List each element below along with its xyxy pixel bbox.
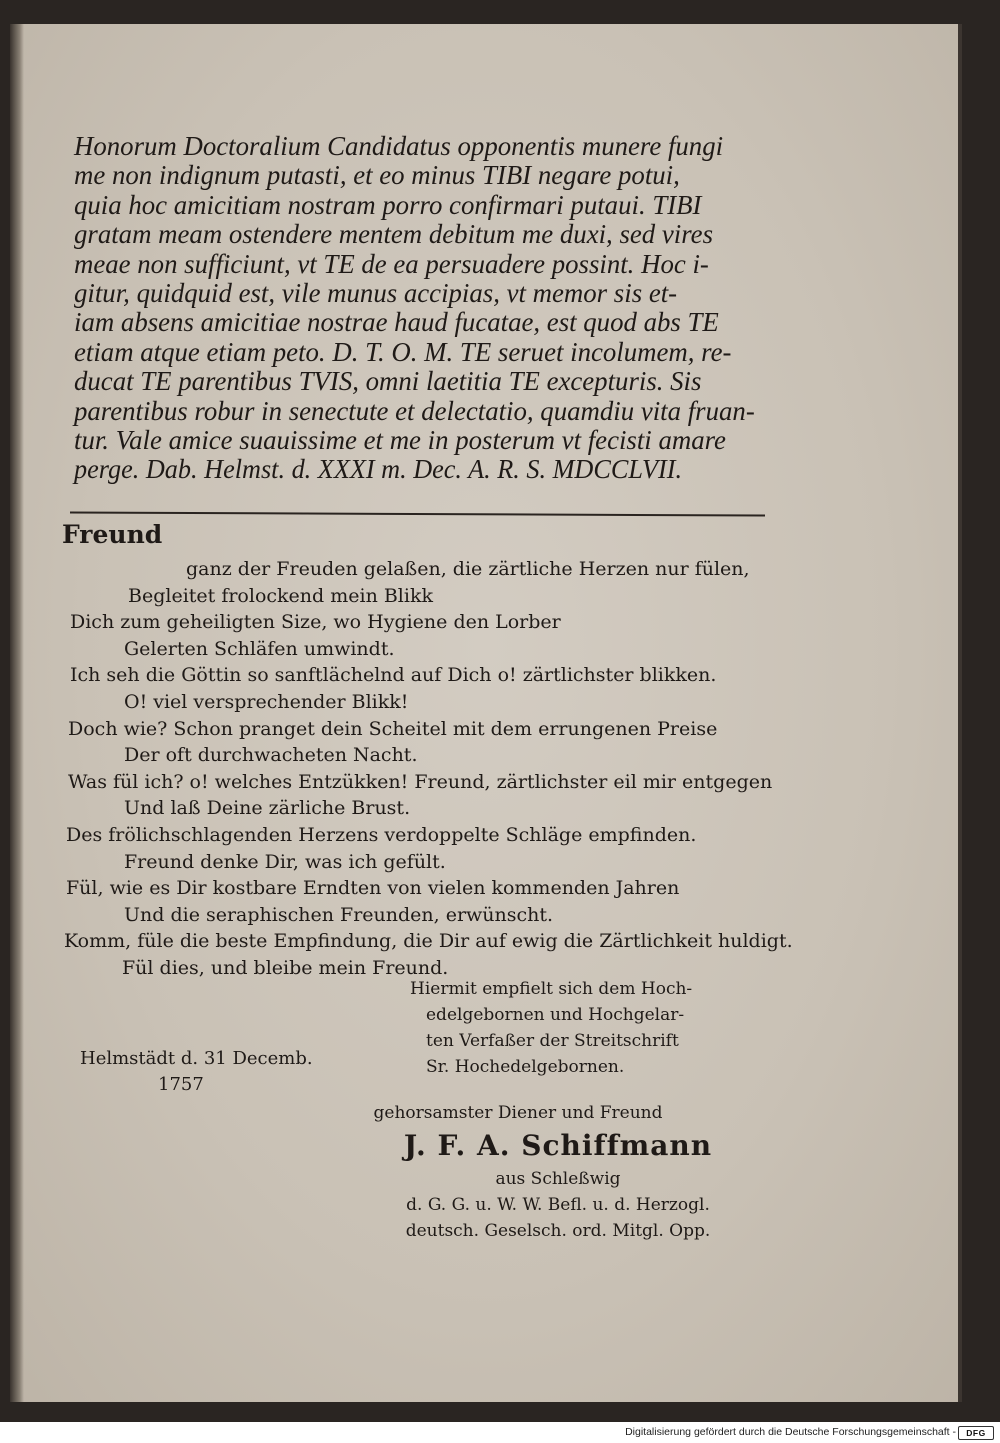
- poem-line: Des frölichschlagenden Herzens verdoppelte Schläge empfinden.: [66, 823, 697, 846]
- closing-formula: [410, 976, 740, 1080]
- poem-line: Doch wie? Schon pranget dein Scheitel mit dem errungenen Preise: [68, 717, 718, 740]
- servant-line: gehorsamster Diener und Freund: [373, 1103, 663, 1123]
- poem-line: O! viel versprechender Blikk!: [124, 690, 409, 713]
- poem-line: Ich seh die Göttin so sanftlächelnd auf Dich o! zärtlichster blikken.: [70, 664, 717, 687]
- latin-line: meae non sufficiunt, vt TE de ea persuadere possint. Hoc i-: [74, 248, 709, 279]
- signature-block: [368, 1100, 748, 1244]
- poem-line: Was fül ich? o! welches Entzükken! Freund, zärtlichster eil mir entgegen: [68, 770, 773, 793]
- author-title-line: d. G. G. u. W. W. Befl. u. d. Herzogl.: [406, 1195, 710, 1215]
- latin-line: parentibus robur in senectute et delectatio, quamdiu vita fruan-: [74, 395, 755, 426]
- page-gutter-shadow: [10, 24, 24, 1402]
- year: 1757: [158, 1074, 204, 1095]
- latin-line: etiam atque etiam peto. D. T. O. M. TE seruet incolumem, re-: [74, 336, 732, 367]
- author-title-line: deutsch. Geselsch. ord. Mitgl. Opp.: [405, 1221, 711, 1241]
- poem-line: Fül dies, und bleibe mein Freund.: [122, 956, 449, 979]
- poem-line: Begleitet frolockend mein Blikk: [128, 584, 433, 607]
- footer-bar: [0, 1422, 1000, 1443]
- latin-line: me non indignum putasti, et eo minus TIBI negare potui,: [74, 160, 680, 191]
- poem-line: Komm, füle die beste Empfindung, die Dir auf ewig die Zärtlichkeit huldigt.: [64, 930, 793, 953]
- poem: [60, 556, 793, 982]
- latin-line: tur. Vale amice suauissime et me in posterum vt fecisti amare: [74, 425, 726, 456]
- poem-line: Dich zum geheiligten Size, wo Hygiene den Lorber: [70, 611, 561, 634]
- poem-line: Und die seraphischen Freunden, erwünscht.: [124, 903, 554, 926]
- page-edge: [958, 24, 962, 1402]
- place-and-date: [80, 1046, 313, 1098]
- funding-notice: Digitalisierung gefördert durch die Deutsche Forschungsgemeinschaft -: [625, 1426, 956, 1438]
- closing-line: ten Verfaßer der Streitschrift: [426, 1031, 679, 1051]
- latin-dedication: [74, 132, 774, 485]
- horizontal-rule: [70, 511, 765, 516]
- poem-line: Fül, wie es Dir kostbare Erndten von vielen kommenden Jahren: [66, 877, 680, 900]
- closing-line: Sr. Hochedelgebornen.: [426, 1057, 625, 1077]
- poem-line: Und laß Deine zärliche Brust.: [124, 797, 411, 820]
- poem-line: Freund denke Dir, was ich gefült.: [124, 850, 446, 873]
- latin-line: gratam meam ostendere mentem debitum me duxi, sed vires: [74, 219, 714, 250]
- book-page: [10, 24, 962, 1402]
- poem-line: Gelerten Schläfen umwindt.: [124, 637, 395, 660]
- latin-line: iam absens amicitiae nostrae haud fucatae, est quod abs TE: [74, 307, 719, 338]
- latin-line: Honorum Doctoralium Candidatus opponentis munere fungi: [74, 131, 724, 161]
- latin-line: gitur, quidquid est, vile munus accipias, vt memor sis et-: [74, 278, 678, 309]
- poem-title: Freund: [62, 520, 163, 549]
- author-origin: aus Schleßwig: [495, 1169, 621, 1189]
- latin-line: perge. Dab. Helmst. d. XXXI m. Dec. A. R. S. MDCCLVII.: [74, 454, 683, 485]
- closing-line: Hiermit empfielt sich dem Hoch-: [410, 979, 693, 999]
- dfg-logo-icon: DFG: [958, 1426, 994, 1440]
- latin-line: ducat TE parentibus TVIS, omni laetitia TE excepturis. Sis: [74, 366, 702, 397]
- closing-line: edelgebornen und Hochgelar-: [426, 1005, 685, 1025]
- poem-line: ganz der Freuden gelaßen, die zärtliche Herzen nur fülen,: [186, 558, 750, 580]
- place-date-line: Helmstädt d. 31 Decemb.: [80, 1048, 313, 1069]
- poem-line: Der oft durchwacheten Nacht.: [124, 744, 418, 767]
- latin-line: quia hoc amicitiam nostram porro confirmari putaui. TIBI: [74, 189, 702, 220]
- author-name: J. F. A. Schiffmann: [403, 1129, 713, 1162]
